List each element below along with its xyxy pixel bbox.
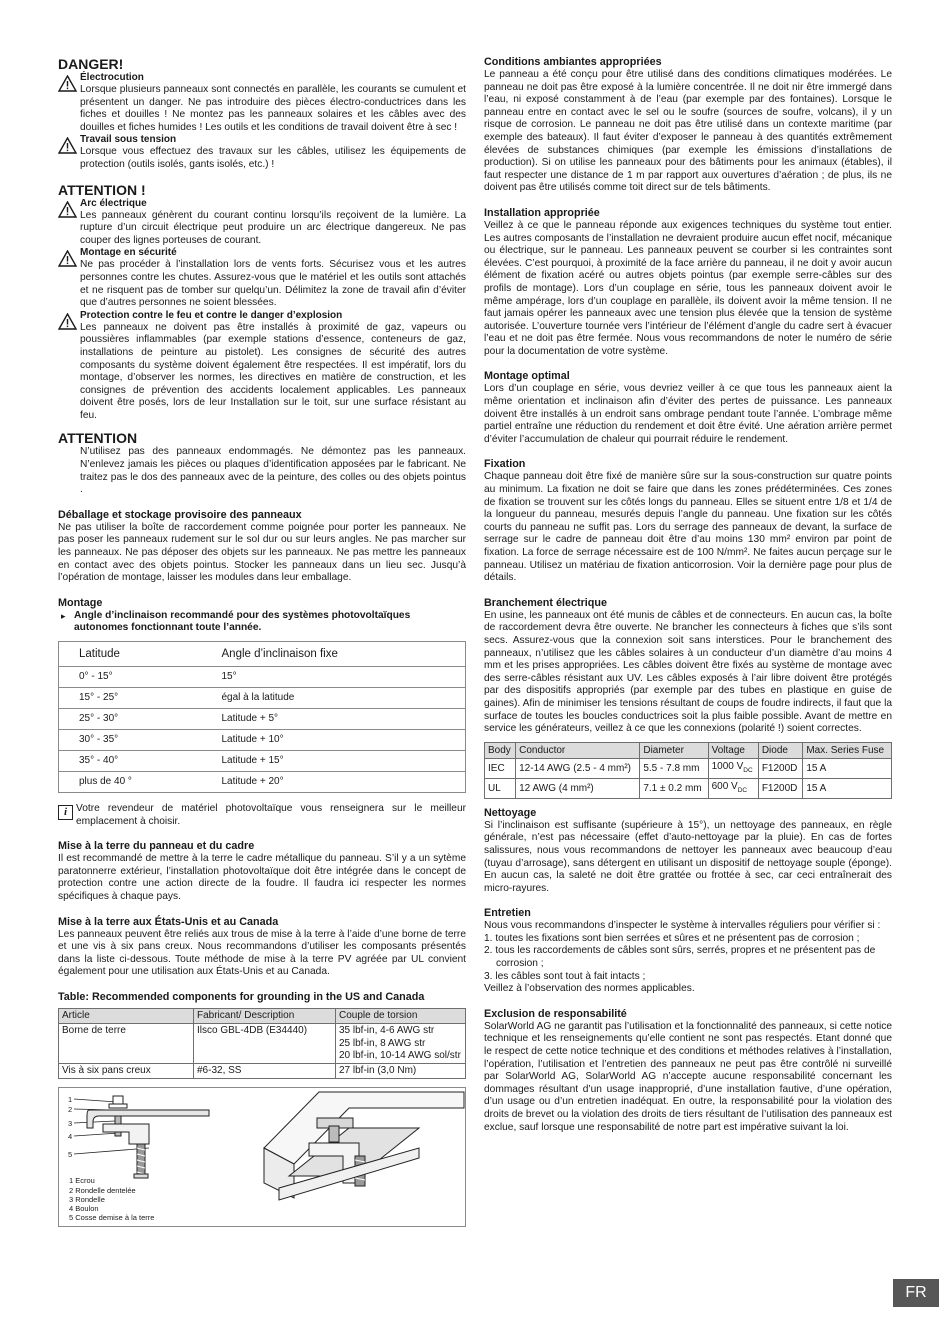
montage-heading: Montage — [58, 596, 103, 609]
table-cell: UL — [485, 778, 516, 798]
entretien-outro: Veillez à l’observation des normes applicables. — [484, 983, 695, 995]
grounding-us-heading: Mise à la terre aux États-Unis et au Canada — [58, 915, 279, 928]
attention-item-arc — [58, 198, 466, 248]
danger-item-live-work — [58, 134, 466, 171]
table-cell — [708, 778, 758, 798]
attention-item-head: Protection contre le feu et contre le danger d’explosion — [80, 309, 343, 321]
table-cell: plus de 40 ° — [59, 772, 216, 793]
info-text: Votre revendeur de matériel photovoltaïque vous renseignera sur le meilleur emplacement à choisir. — [76, 803, 466, 827]
danger-item-electrocution — [58, 72, 466, 134]
table-header-cell: Diameter — [640, 742, 708, 758]
table-cell: 7.1 ± 0.2 mm — [640, 778, 708, 798]
table-header-cell: Angle d’inclinaison fixe — [216, 642, 466, 667]
attention-item-text: Les panneaux génèrent du courant continu lorsqu’ils reçoivent de la lumière. La rupture d’un circuit électrique peut produire un arc électrique dangereux. Ne pas couper des lignes porteuses de courant. — [80, 209, 466, 246]
right-column — [484, 56, 892, 1134]
table-header-cell: Max. Series Fuse — [803, 742, 892, 758]
optimal-heading: Montage optimal — [484, 370, 570, 383]
danger-item-head: Électrocution — [80, 72, 144, 83]
info-icon: i — [58, 805, 73, 820]
grounding-text: Il est recommandé de mettre à la terre le cadre métallique du panneau. S’il y a un sytème paratonnerre extérieur, l’installation photovoltaïque doit être intégrée dans le concept de protection contre une action directe de la foudre. Il faudra ici respecter les normes spécifiques à chaque pays. — [58, 853, 466, 902]
attention-item-head: Montage en sécurité — [80, 247, 177, 259]
attention-item-safe-mounting — [58, 247, 466, 309]
optimal-text: Lors d’un couplage en série, vous devriez veiller à ce que tous les panneaux aient la même orientation et inclinaison afin d’éviter des pertes de puissance. Les panneaux doivent être installés à un endroit sans ombrage pendant toute l’année. L’ombrage même partiel entraîne une réduction du rendement et doit être évité. Une aération arrière permet d’éviter l’accumulation de chaleur qui pourrait réduire le rendement. — [484, 383, 892, 445]
table-cell: 35° - 40° — [59, 751, 216, 772]
table-cell: F1200D — [758, 778, 802, 798]
table-cell: Latitude + 10° — [216, 730, 466, 751]
torque-line: 20 lbf-in, 10-14 AWG sol/str — [339, 1049, 461, 1061]
table-cell: 25° - 30° — [59, 709, 216, 730]
table-row — [485, 778, 892, 798]
voltage-subscript: DC — [737, 786, 748, 794]
electrical-text: En usine, les panneaux ont été munis de câbles et de connecteurs. En aucun cas, la boîte de raccordement devra être ouverte. Ne brancher les connecteurs à fiches que s’ils sont secs. Assurez-vous que la connexion soit sans interstices. Pour le branchement des panneaux, n’utilisez que les câbles solaires à un conducteur d’un diamètre d’au moins 4 mm et les prises appropriées. Les câbles doivent être fixés au système de montage avec des serre-câbles résistant aux UV. Les câbles exposés à l’air libre doivent être protégés par des dispositifs appropriés (par exemple par des tubes en plastique en guise de gaines). Afin de minimiser les tensions résultant de coups de foudre indirects, il faut que la surface de toutes les boucles conductrices soit la plus faible possible. Avant de mettre en service les générateurs, veillez à ce que les connexions (polarité !) soient correctes. — [484, 609, 892, 735]
list-item: 2. tous les raccordements de câbles sont sûrs, serrés, propres et ne présentent pas de corrosion ; — [484, 945, 876, 970]
grounding-us-text: Les panneaux peuvent être reliés aux trous de mise à la terre à l’aide d’une borne de terre et une vis à six pans creux. Nous recommandons d’utiliser les composants présentés dans la liste ci-dessous. Toute méthode de mise à la terre PV agréée par UL convient également pour une utilisation aux États-Unis et au Canada. — [58, 928, 466, 978]
table-cell: égal à la latitude — [216, 688, 466, 709]
exclusion-text: SolarWorld AG ne garantit pas l’utilisation et la fonctionnalité des panneaux, si cette notice technique et les renseignements qu’elle contient ne sont pas respectés. Etant donné que le respect de cette notice technique et des conditions et méthodes relatives à l’installation, l’opération, l’utilisation et l’entretien des panneaux ne peut pas être contrôlé ni surveillé par SolarWorld AG, SolarWorld AG n’accepte aucune responsabilité concernant les dommages résultant d’un usage inapproprié, d’une installation fautive, d’une opération, d’un usage ou d’un entretien inadéquat. En outre, la responsabilité pour la violation des droits de brevet ou la violation des droits de tiers résultant de l’utilisation des panneaux est exclue, sauf lorsque une responsabilité de notre part est impérative suivant la loi. — [484, 1020, 892, 1133]
legend-item: 1 Ecrou — [69, 1176, 95, 1186]
language-badge: FR — [893, 1279, 939, 1307]
warning-triangle-icon — [58, 75, 77, 92]
table-header-row — [485, 742, 892, 758]
attention-title-2: ATTENTION — [58, 430, 138, 447]
table-cell: F1200D — [758, 758, 802, 778]
voltage-value: 1000 V — [711, 760, 744, 772]
table-row — [59, 688, 466, 709]
table-header-cell: Conductor — [516, 742, 640, 758]
conditions-heading: Conditions ambiantes appropriées — [484, 56, 662, 68]
danger-item-text: Lorsque plusieurs panneaux sont connectés en parallèle, les courants se cumulent et présentent un danger. Ne pas introduire des pièces électro-conductrices dans les fiches et douilles ! Ne montez pas les panneaux solaires et les câbles avec des douilles et fiches humides ! Les outils et les conditions de travail doivent être à sec ! — [80, 84, 466, 133]
grounding-components-table — [58, 1008, 466, 1079]
table-cell: 15° - 25° — [59, 688, 216, 709]
fixation-heading: Fixation — [484, 458, 526, 471]
table-cell: Ilsco GBL-4DB (E34440) — [194, 1024, 336, 1064]
legend-item: 4 Boulon — [69, 1204, 99, 1214]
warning-triangle-icon — [58, 250, 77, 267]
tilt-angle-table — [58, 641, 466, 793]
list-item: 1. toutes les fixations sont bien serrées et sûres et ne présentent pas de corrosion ; — [484, 932, 860, 944]
nettoyage-text: Si l’inclinaison est suffisante (supérieure à 15°), un nettoyage des panneaux, en règle générale, n’est pas nécessaire (effet d’auto-nettoyage par la pluie). En cas de fortes salissures, nous vous recommandons de nettoyer les panneaux avec beaucoup d’eau (tuyau d’arrosage), sans détergent en utilisant un dispositif de nettoyage souple (éponge). En aucun cas, la saleté ne doit être grattée ou frottée à sec, car ceci entraînerait des micro-rayures. — [484, 819, 892, 894]
table-row — [485, 758, 892, 778]
callout-number: 3 — [68, 1119, 73, 1129]
callout-number: 2 — [68, 1105, 73, 1115]
torque-line: 35 lbf-in, 4-6 AWG str — [339, 1025, 435, 1037]
grounding-table-title: Table: Recommended components for grounding in the US and Canada — [58, 990, 425, 1003]
table-cell: 27 lbf-in (3,0 Nm) — [336, 1064, 466, 1079]
table-cell: Latitude + 20° — [216, 772, 466, 793]
danger-item-head: Travail sous tension — [80, 134, 177, 146]
danger-title: DANGER! — [58, 56, 124, 72]
attention-item-head: Arc électrique — [80, 197, 147, 209]
table-row — [59, 751, 466, 772]
table-header-cell: Article — [59, 1008, 194, 1023]
legend-item: 5 Cosse demise à la terre — [69, 1213, 155, 1223]
unpacking-text: Ne pas utiliser la boîte de raccordement comme poignée pour porter les panneaux. Ne pas poser les panneaux rudement sur le sol dur ou sur leurs angles. Ne pas marcher sur les panneaux. Ne pas déposer des objets sur les panneaux. Ne pas mettre les panneaux en contact avec des objets pointus. Stocker les panneaux dans un lieu sec. Jusqu’à l’opération de montage, laisser les modules dans leur emballage. — [58, 521, 466, 584]
exclusion-heading: Exclusion de responsabilité — [484, 1007, 627, 1020]
warning-triangle-icon — [58, 313, 77, 330]
info-note — [58, 803, 466, 828]
table-header-cell: Fabricant/ Description — [194, 1008, 336, 1023]
table-row — [59, 730, 466, 751]
table-cell: IEC — [485, 758, 516, 778]
callout-number: 1 — [68, 1095, 73, 1105]
table-cell — [708, 758, 758, 778]
danger-item-text: Lorsque vous effectuez des travaux sur les câbles, utilisez les équipements de protection (outils isolés, gants isolés, etc.) ! — [80, 146, 466, 170]
entretien-list — [484, 933, 892, 983]
attention-item-text: Ne pas procéder à l’installation lors de vents forts. Sécurisez vous et les autres personnes contre les chutes. Assurez-vous que le matériel et les outils sont attachés et ne risquent pas de tomber sur quelqu’un. Délimitez la zone de travail afin d’éviter que d’autres personnes ne soient blessées. — [80, 259, 466, 309]
table-cell: 0° - 15° — [59, 667, 216, 688]
unpacking-heading: Déballage et stockage provisoire des panneaux — [58, 508, 302, 521]
table-cell: Latitude + 5° — [216, 709, 466, 730]
callout-number: 5 — [68, 1150, 73, 1160]
entretien-heading: Entretien — [484, 907, 531, 920]
nettoyage-heading: Nettoyage — [484, 806, 537, 819]
attention-text: N’utilisez pas des panneaux endommagés. Ne démontez pas les panneaux. N’enlevez jamais les pièces ou plaques d’identification apposées par le fabricant. Ne traitez pas le dos des panneaux avec de la peinture, des colles ou des objets pointus . — [80, 446, 466, 496]
attention-item-text: Les panneaux ne doivent pas être installés à proximité de gaz, vapeurs ou poussières inflammables (par exemple stations d’essence, conteneurs de gaz, installations de peinture au pistolet). Les consignes de sécurité des autres composants du système doivent également être respectées. Il est impératif, lors du montage, d’observer les normes, les directives en matière de construction, et les consignes de prévention des accidents localement applicables. Les panneaux doivent être posés, lors de leur Installation sur le toit, sur une surface résistant au feu. — [80, 321, 466, 421]
list-item: 3. les câbles sont tout à fait intacts ; — [484, 970, 646, 982]
table-header-cell: Couple de torsion — [336, 1008, 466, 1023]
table-cell — [336, 1024, 466, 1064]
fixation-text: Chaque panneau doit être fixé de manière sûre sur la sous-construction sur quatre points au minimum. La fixation ne doit se faire que dans les zones prédéterminées. Ces zones de fixation se trouvent sur les côtés longs du panneau. Elles se situent entre 1/8 et 1/4 de la longueur du panneau, mesurés depuis l’angle du panneau. Une fixation sur les côtés courts du panneau ne suffit pas. Lors du serrage des panneaux de devant, la surface de serrage sur le cadre de panneau doit être d’au moins 130 mm² environ par point de fixation. La force de serrage nécessaire est de 100 N/mm². Ne faites aucun perçage sur le panneau. Utilisez un matériau de fixation anticorrosion. Voir la dernière page pour plus de détails. — [484, 471, 892, 584]
attention-item-fire — [58, 310, 466, 423]
attention-title: ATTENTION ! — [58, 181, 146, 198]
montage-bullet: ▸ Angle d’inclinaison recommandé pour des systèmes photovoltaïques autonomes fonctionnant toute l’année. — [58, 610, 466, 635]
table-row — [59, 772, 466, 793]
table-header-cell: Voltage — [708, 742, 758, 758]
electrical-heading: Branchement électrique — [484, 596, 608, 609]
table-row — [59, 667, 466, 688]
table-header-row — [59, 642, 466, 667]
table-row — [59, 709, 466, 730]
installation-text: Veillez à ce que le panneau réponde aux exigences techniques du système tout entier. Les autres composants de l’installation ne devraient produire aucun effet nocif, mécanique ou électrique, sur le panneau. Les panneaux peuvent se courber si les contraintes sont élevées. C’est pourquoi, à proximité de la face arrière du panneau, il ne doit y avoir aucun élément de fixation acéré ou autres objets pointus (par exemple serre-câbles sur des profils de montage). Lors d’un couplage en série, tous les panneaux doivent avoir le même ampérage, lors d’un couplage en parallèle, ils doivent avoir la même tension. Il ne faut jamais opérer les panneaux avec une tension plus élevée que la tension de système autorisée. L’ouverture tournée vers l’intérieur de l’élément d’angle du cadre sert à évacuer l’eau et ne doit pas être fermée. Nous vous recommandons de noter le numéro de série pour la documentation de votre système. — [484, 219, 892, 357]
cable-spec-table — [484, 742, 892, 799]
legend-item: 3 Rondelle — [69, 1194, 105, 1204]
table-cell: #6-32, SS — [194, 1064, 336, 1079]
table-cell: Latitude + 15° — [216, 751, 466, 772]
left-column — [58, 56, 466, 1227]
table-cell: Borne de terre — [59, 1024, 194, 1064]
table-header-cell: Diode — [758, 742, 802, 758]
grounding-heading: Mise à la terre du panneau et du cadre — [58, 840, 255, 853]
table-header-cell: Latitude — [59, 642, 216, 667]
table-row — [59, 1064, 466, 1079]
entretien-intro: Nous vous recommandons d’inspecter le système à intervalles réguliers pour vérifier si : — [484, 920, 881, 932]
warning-triangle-icon — [58, 201, 77, 218]
table-cell: 15 A — [803, 778, 892, 798]
table-header-row — [59, 1008, 466, 1023]
voltage-value: 600 V — [711, 780, 738, 792]
grounding-diagram — [58, 1087, 466, 1227]
table-cell: 5.5 - 7.8 mm — [640, 758, 708, 778]
legend-item: 2 Rondelle dentelée — [69, 1185, 136, 1195]
table-header-cell: Body — [485, 742, 516, 758]
voltage-subscript: DC — [743, 766, 753, 774]
callout-number: 4 — [68, 1132, 73, 1142]
torque-line: 25 lbf-in, 8 AWG str — [339, 1037, 426, 1049]
table-cell: 15 A — [803, 758, 892, 778]
diagram-legend — [69, 1176, 154, 1222]
table-cell: 12 AWG (4 mm²) — [516, 778, 640, 798]
table-cell: Vis à six pans creux — [59, 1064, 194, 1079]
table-cell: 12-14 AWG (2.5 - 4 mm²) — [516, 758, 640, 778]
table-cell: 15° — [216, 667, 466, 688]
conditions-text: Le panneau a été conçu pour être utilisé dans des conditions climatiques modérées. Le panneau ne doit pas être exposé à la lumière concentrée. Il ne doit nir être immergé dans l’eau, ni exposé constamment à de l’eau (par exemple par des fontaines). Lorsque le panneau entre en contact avec le sel ou le soufre (sources de soufre, volcans), il y un risque de corrosion. Le panneau ne doit pas être utilisé dans un contexte maritime (par exemple des bateaux). Il faut éviter d’exposer le panneau à des quantités extrêmement élevées de substances chimiques (par exemple les émissions d’installations de production). Si on utilise les panneaux pour des bâtiments pour les animaux (étables), il faut respecter une distance de 1 m par rapport aux ouvertures d’aération ; de plus, ils ne doivent pas être utilisés comme toit direct sur de tels bâtiments. — [484, 69, 892, 194]
table-cell: 30° - 35° — [59, 730, 216, 751]
warning-triangle-icon — [58, 137, 77, 154]
table-row — [59, 1024, 466, 1064]
installation-heading: Installation appropriée — [484, 206, 600, 219]
